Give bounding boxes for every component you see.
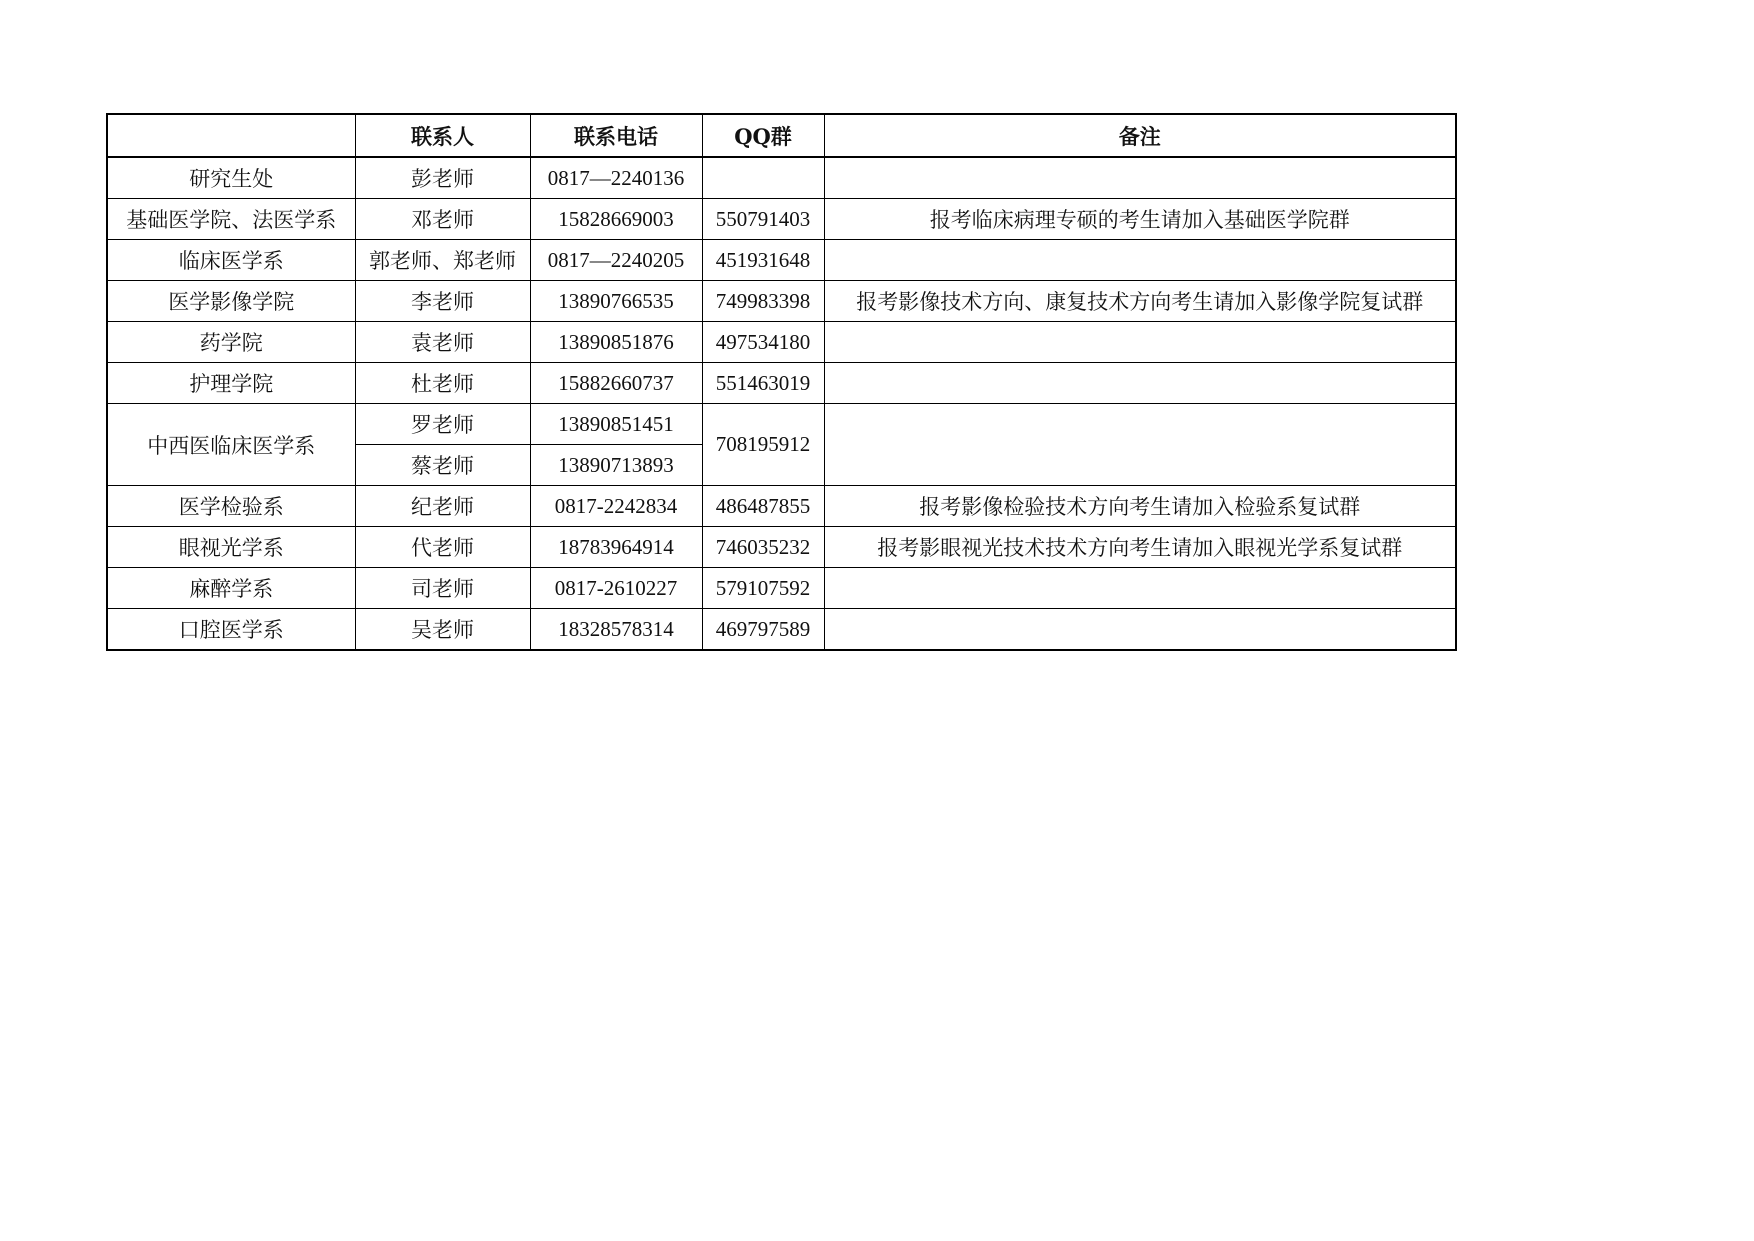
phone-cell: 0817-2610227 [530,568,702,609]
phone-cell: 13890713893 [530,445,702,486]
dept-cell: 研究生处 [107,157,355,199]
phone-cell: 18328578314 [530,609,702,651]
note-cell [824,363,1456,404]
contact-cell: 纪老师 [355,486,530,527]
dept-cell: 药学院 [107,322,355,363]
contact-cell: 郭老师、郑老师 [355,240,530,281]
header-phone: 联系电话 [530,114,702,157]
note-cell [824,404,1456,486]
qq-cell: 551463019 [702,363,824,404]
header-note: 备注 [824,114,1456,157]
phone-cell: 18783964914 [530,527,702,568]
contact-table [106,113,1457,651]
phone-cell: 13890851451 [530,404,702,445]
qq-cell: 469797589 [702,609,824,651]
note-cell [824,240,1456,281]
contact-cell: 彭老师 [355,157,530,199]
header-qq: QQ群 [702,114,824,157]
table-row [107,609,1456,651]
qq-cell: 497534180 [702,322,824,363]
qq-cell: 550791403 [702,199,824,240]
table-row [107,404,1456,445]
dept-cell: 临床医学系 [107,240,355,281]
dept-cell: 眼视光学系 [107,527,355,568]
note-cell [824,568,1456,609]
contact-cell: 罗老师 [355,404,530,445]
contact-cell: 邓老师 [355,199,530,240]
table-row [107,363,1456,404]
contact-cell: 吴老师 [355,609,530,651]
contact-cell: 蔡老师 [355,445,530,486]
dept-cell: 医学影像学院 [107,281,355,322]
phone-cell: 0817-2242834 [530,486,702,527]
note-cell: 报考影像技术方向、康复技术方向考生请加入影像学院复试群 [824,281,1456,322]
dept-cell: 基础医学院、法医学系 [107,199,355,240]
header-contact: 联系人 [355,114,530,157]
header-dept [107,114,355,157]
dept-cell: 中西医临床医学系 [107,404,355,486]
dept-cell: 口腔医学系 [107,609,355,651]
table-row [107,281,1456,322]
dept-cell: 医学检验系 [107,486,355,527]
table-row [107,199,1456,240]
table-row [107,240,1456,281]
phone-cell: 13890766535 [530,281,702,322]
dept-cell: 护理学院 [107,363,355,404]
note-cell: 报考影像检验技术方向考生请加入检验系复试群 [824,486,1456,527]
table-row [107,157,1456,199]
note-cell [824,322,1456,363]
phone-cell: 13890851876 [530,322,702,363]
note-cell [824,157,1456,199]
phone-cell: 15882660737 [530,363,702,404]
qq-cell: 579107592 [702,568,824,609]
phone-cell: 0817—2240136 [530,157,702,199]
table-row [107,322,1456,363]
table-row [107,486,1456,527]
header-row [107,114,1456,157]
dept-cell: 麻醉学系 [107,568,355,609]
contact-cell: 司老师 [355,568,530,609]
qq-cell: 746035232 [702,527,824,568]
phone-cell: 15828669003 [530,199,702,240]
qq-cell: 708195912 [702,404,824,486]
note-cell [824,609,1456,651]
table-row [107,568,1456,609]
table-row [107,527,1456,568]
note-cell: 报考临床病理专硕的考生请加入基础医学院群 [824,199,1456,240]
note-cell: 报考影眼视光技术技术方向考生请加入眼视光学系复试群 [824,527,1456,568]
qq-cell: 749983398 [702,281,824,322]
contact-cell: 袁老师 [355,322,530,363]
contact-cell: 杜老师 [355,363,530,404]
contact-cell: 李老师 [355,281,530,322]
qq-cell [702,157,824,199]
phone-cell: 0817—2240205 [530,240,702,281]
contact-cell: 代老师 [355,527,530,568]
qq-cell: 451931648 [702,240,824,281]
qq-cell: 486487855 [702,486,824,527]
